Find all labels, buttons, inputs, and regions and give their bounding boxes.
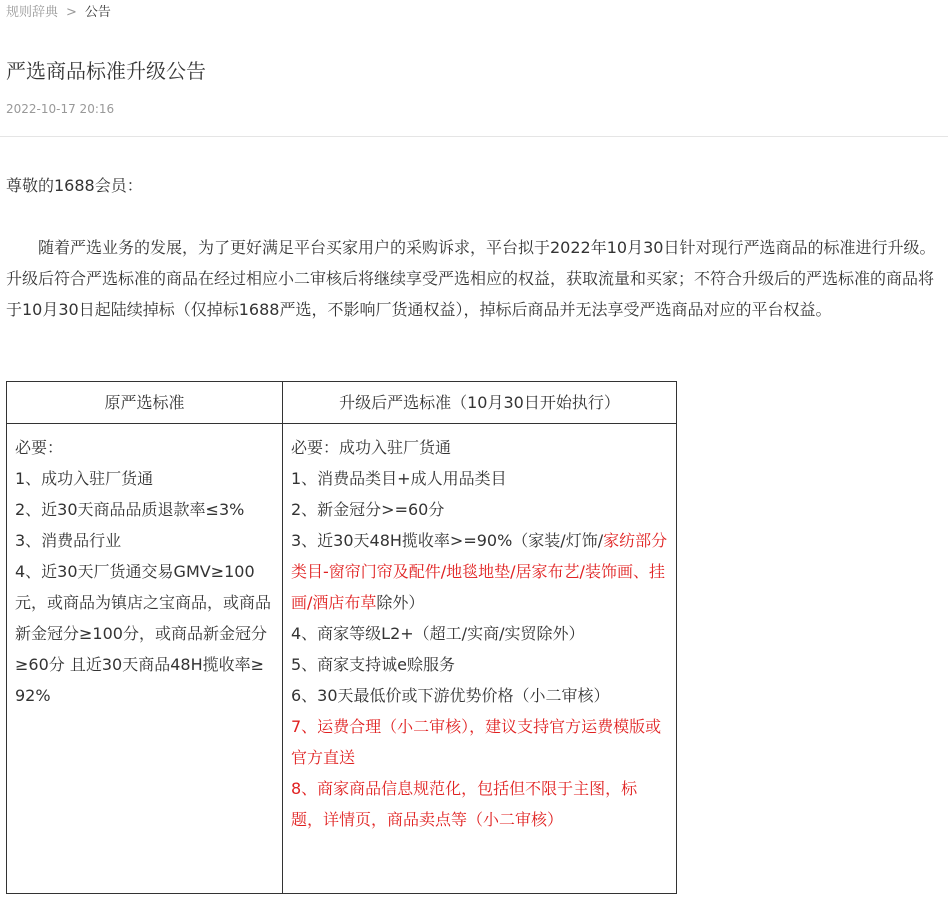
upgraded-line-4: 4、商家等级L2+（超工/实商/实贸除外） [291,624,585,643]
upgraded-standard-cell [283,424,677,894]
upgraded-line-8: 8、商家商品信息规范化，包括但不限于主图，标题，详情页，商品卖点等（小二审核） [291,779,638,829]
original-line-3: 3、消费品行业 [15,531,122,550]
greeting: 尊敬的1688会员： [6,176,143,195]
upgraded-line-6: 6、30天最低价或下游优势价格（小二审核） [291,686,610,705]
original-standard-cell [7,424,283,894]
upgraded-line-3-highlight: 家纺部分类目-窗帘门帘及配件/地毯地垫/居家布艺/装饰画、挂画/酒店布草 [291,531,668,612]
publish-date: 2022-10-17 20:16 [6,102,115,116]
upgraded-line-required: 必要：成功入驻厂货通 [291,438,452,457]
header-upgraded-standard: 升级后严选标准（10月30日开始执行） [283,382,677,424]
upgraded-line-3-tail: 除外） [376,593,425,612]
upgraded-line-5: 5、商家支持诚e赊服务 [291,655,456,674]
breadcrumb [6,3,111,23]
standards-table [6,381,677,894]
upgraded-line-1: 1、消费品类目+成人用品类目 [291,469,507,488]
original-line-4: 4、近30天厂货通交易GMV≥100元，或商品为镇店之宝商品，或商品新金冠分≥100分，或商品新金冠分≥60分 且近30天商品48H揽收率≥92% [15,562,272,705]
table-row [7,424,677,894]
upgraded-line-3-main: 3、近30天48H揽收率>=90%（家装/灯饰/ [291,531,604,550]
original-line-required: 必要： [15,438,64,457]
breadcrumb-current[interactable]: 公告 [84,5,111,20]
breadcrumb-link-rules-dictionary[interactable]: 规则辞典 [6,5,59,20]
header-divider [0,136,948,137]
intro-paragraph: 随着严选业务的发展，为了更好满足平台买家用户的采购诉求，平台拟于2022年10月30日针对现行严选商品的标准进行升级。升级后符合严选标准的商品在经过相应小二审核后将继续享受严选相应的权益，获取流量和买家；不符合升级后的严选标准的商品将于10月30日起陆续掉标（仅掉标1688严选，不影响厂货通权益），掉标后商品并无法享受严选商品对应的平台权益。 [6,238,936,319]
upgraded-line-3 [291,525,668,618]
upgraded-line-2: 2、新金冠分>=60分 [291,500,445,519]
upgraded-line-7: 7、运费合理（小二审核），建议支持官方运费模版或官方直送 [291,717,662,767]
original-line-2: 2、近30天商品品质退款率≤3% [15,500,245,519]
breadcrumb-separator: > [66,5,77,20]
header-original-standard: 原严选标准 [7,382,283,424]
page-title: 严选商品标准升级公告 [6,59,206,83]
original-line-1: 1、成功入驻厂货通 [15,469,154,488]
table-header-row [7,382,677,424]
